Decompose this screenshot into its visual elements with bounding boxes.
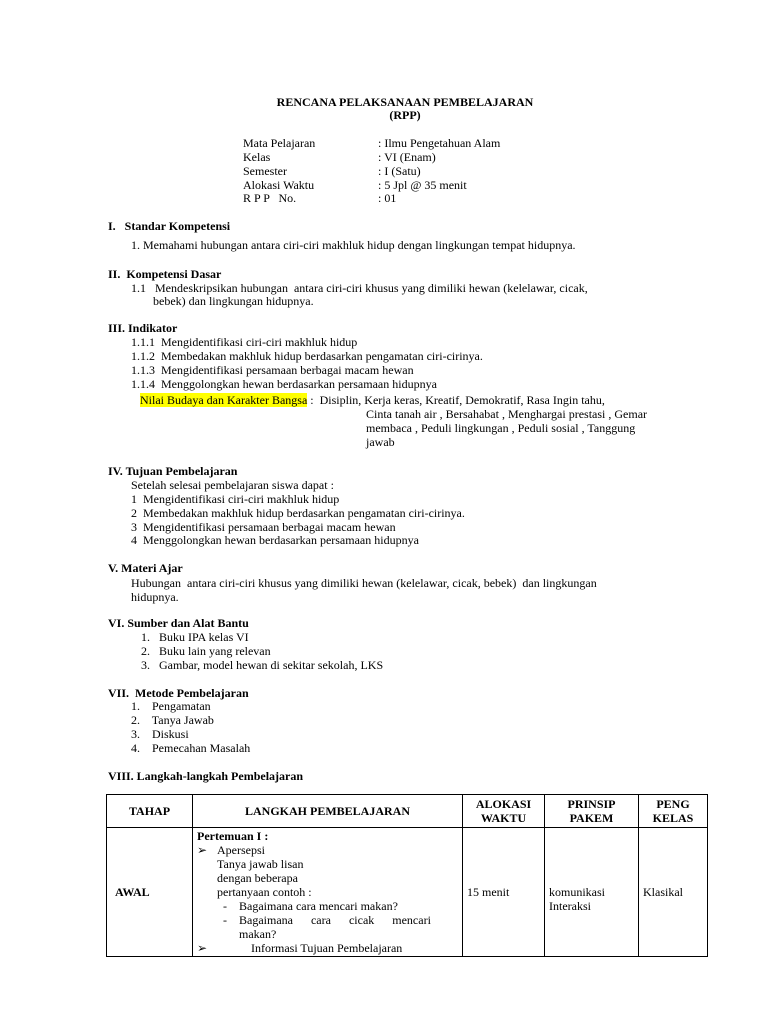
meta-label-semester: Semester <box>243 164 287 178</box>
arrow-bullet-icon: ➢ <box>197 941 208 955</box>
pertemuan-label: Pertemuan I : <box>197 829 269 843</box>
cell-langkah <box>193 828 463 957</box>
indikator-item: 1.1.3 Mengidentifikasi persamaan berbagai macam hewan <box>131 363 414 377</box>
header-peng-kelas <box>639 795 708 828</box>
nilai-values-line4: jawab <box>366 435 395 449</box>
section-heading-materi: V. Materi Ajar <box>108 561 183 575</box>
cell-prinsip <box>545 828 639 957</box>
doc-title: RENCANA PELAKSANAAN PEMBELAJARAN <box>276 95 534 109</box>
table-header-row <box>107 795 708 828</box>
meta-label-subject: Mata Pelajaran <box>243 136 316 150</box>
nilai-values-line3: membaca , Peduli lingkungan , Peduli sosial , Tanggung <box>366 421 636 435</box>
nilai-label-highlight: Nilai Budaya dan Karakter Bangsa <box>140 393 308 407</box>
header-langkah: LANGKAH PEMBELAJARAN <box>193 795 463 828</box>
apersepsi-text: Apersepsi <box>217 843 265 857</box>
kompetensi-item-line2: bebek) dan lingkungan hidupnya. <box>153 294 314 308</box>
standar-item: 1. Memahami hubungan antara ciri-ciri makhluk hidup dengan lingkungan tempat hidupnya. <box>131 238 576 252</box>
doc-subtitle: (RPP) <box>389 108 421 122</box>
dash-bullet-icon: - <box>223 899 227 913</box>
tujuan-item: 2 Membedakan makhluk hidup berdasarkan pengamatan ciri-cirinya. <box>131 506 465 520</box>
arrow-bullet-icon: ➢ <box>197 843 208 857</box>
header-prinsip <box>545 795 639 828</box>
materi-line2: hidupnya. <box>131 590 179 604</box>
indikator-item: 1.1.2 Membedakan makhluk hidup berdasarkan pengamatan ciri-cirinya. <box>131 349 483 363</box>
metode-item: 2. Tanya Jawab <box>131 713 214 727</box>
indikator-item: 1.1.4 Menggolongkan hewan berdasarkan persamaan hidupnya <box>131 377 437 391</box>
question-2-cont: makan? <box>239 927 277 941</box>
section-heading-langkah: VIII. Langkah-langkah Pembelajaran <box>108 769 304 783</box>
question-1 <box>197 899 458 913</box>
indikator-item: 1.1.1 Mengidentifikasi ciri-ciri makhluk hidup <box>131 335 358 349</box>
tujuan-intro: Setelah selesai pembelajaran siswa dapat : <box>131 478 334 492</box>
nilai-karakter <box>140 393 605 407</box>
meta-value-semester: : I (Satu) <box>378 164 421 178</box>
header-alokasi-line2: WAKTU <box>480 811 527 825</box>
cell-tahap: AWAL <box>107 828 193 957</box>
informasi-line <box>197 941 458 955</box>
section-heading-sumber: VI. Sumber dan Alat Bantu <box>108 616 249 630</box>
sumber-item: 1. Buku IPA kelas VI <box>141 630 249 644</box>
header-prinsip-line1: PRINSIP <box>567 797 616 811</box>
meta-value-time: : 5 Jpl @ 35 menit <box>378 178 467 192</box>
header-prinsip-line2: PAKEM <box>569 811 614 825</box>
cell-peng: Klasikal <box>639 828 708 957</box>
materi-line1: Hubungan antara ciri-ciri khusus yang dimiliki hewan (kelelawar, cicak, bebek) dan lingkungan <box>131 576 597 590</box>
section-heading-indikator: III. Indikator <box>108 321 178 335</box>
section-heading-metode: VII. Metode Pembelajaran <box>108 686 249 700</box>
meta-label-time: Alokasi Waktu <box>243 178 315 192</box>
tanya-line3: pertanyaan contoh : <box>217 885 312 899</box>
kompetensi-item-line1: 1.1 Mendeskripsikan hubungan antara ciri-ciri khusus yang dimiliki hewan (kelelawar, cicak, <box>131 281 588 295</box>
section-heading-standar: I. Standar Kompetensi <box>108 219 231 233</box>
header-peng-line2: KELAS <box>652 811 694 825</box>
informasi-text: Informasi Tujuan Pembelajaran <box>251 941 403 955</box>
meta-label-rpp: R P P No. <box>243 191 297 205</box>
metode-item: 4. Pemecahan Masalah <box>131 741 251 755</box>
prinsip-line2: Interaksi <box>549 899 591 913</box>
metode-item: 1. Pengamatan <box>131 699 211 713</box>
header-tahap: TAHAP <box>107 795 193 828</box>
header-alokasi <box>463 795 545 828</box>
sumber-item: 3. Gambar, model hewan di sekitar sekolah, LKS <box>141 658 384 672</box>
tujuan-item: 1 Mengidentifikasi ciri-ciri makhluk hidup <box>131 492 340 506</box>
sumber-item: 2. Buku lain yang relevan <box>141 644 271 658</box>
nilai-values-line2: Cinta tanah air , Bersahabat , Menghargai prestasi , Gemar <box>366 407 648 421</box>
dash-bullet-icon: - <box>223 913 227 927</box>
meta-value-subject: : Ilmu Pengetahuan Alam <box>378 136 501 150</box>
nilai-values: : Disiplin, Kerja keras, Kreatif, Demokratif, Rasa Ingin tahu, <box>307 393 605 407</box>
meta-value-class: : VI (Enam) <box>378 150 436 164</box>
question-2-text: Bagaimana cara cicak mencari <box>239 913 431 927</box>
tujuan-item: 3 Mengidentifikasi persamaan berbagai macam hewan <box>131 520 396 534</box>
apersepsi-line <box>197 843 458 857</box>
header-alokasi-line1: ALOKASI <box>475 797 532 811</box>
section-heading-kompetensi: II. Kompetensi Dasar <box>108 267 222 281</box>
question-1-text: Bagaimana cara mencari makan? <box>239 899 398 913</box>
question-2 <box>197 913 458 927</box>
prinsip-line1: komunikasi <box>549 885 605 899</box>
meta-label-class: Kelas <box>243 150 271 164</box>
metode-item: 3. Diskusi <box>131 727 189 741</box>
tujuan-item: 4 Menggolongkan hewan berdasarkan persamaan hidupnya <box>131 533 419 547</box>
langkah-table <box>106 794 708 957</box>
tanya-line2: dengan beberapa <box>217 871 298 885</box>
table-row <box>107 828 708 957</box>
tanya-line1: Tanya jawab lisan <box>217 857 304 871</box>
meta-value-rpp: : 01 <box>378 191 397 205</box>
cell-alokasi: 15 menit <box>463 828 545 957</box>
section-heading-tujuan: IV. Tujuan Pembelajaran <box>108 464 238 478</box>
header-peng-line1: PENG <box>656 797 690 811</box>
